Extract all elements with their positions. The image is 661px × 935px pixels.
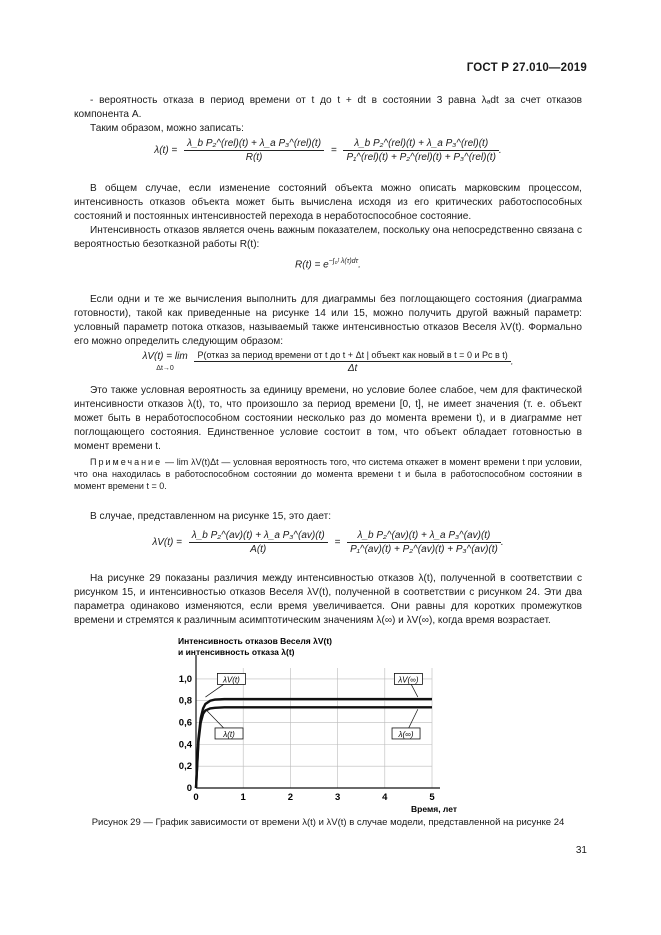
annotation-vesely-inf: λV(∞) [398, 675, 419, 685]
y-tick-label: 0,2 [178, 761, 192, 773]
paragraph: В случае, представленном на рисунке 15, это дает: [90, 511, 332, 522]
series-failure-rate [196, 707, 432, 788]
standard-number: ГОСТ Р 27.010—2019 [466, 62, 587, 74]
paragraph: В общем случае, если изменение состояний объекта можно описать марковским процессом, интенсивность отказов объекта может быть вычислена исходя из его критических работоспособных состояний и постоянных интенсивностей перехода в неработоспособное состояние. [74, 183, 582, 222]
text-block-1 [74, 94, 582, 136]
x-tick-label: 1 [240, 792, 246, 803]
paragraph: Это также условная вероятность за единицу времени, но условие более слабое, чем для фактической интенсивности отказов λ(t), то, что произошло за период времени [0, t], не имеет значения (т. е. объект может быть в неработоспособном состоянии несколько раз до момента времени t), и в диаграмме нет поглощающего состояния. Единственное условие состоит в том, что объект обладает готовностью в момент времени t. [74, 385, 582, 452]
paragraph: На рисунке 29 показаны различия между интенсивностью отказов λ(t), полученной в соответствии с рисунком 15, и интенсивностью отказов Веселя λV(t), полученной в соответствии с рисунком 24. Эти два параметра одинаково изменяются, если время увеличивается. Они равны для коротких промежутков времени и стремятся к различным асимптотическим значениям λ(∞) и λV(∞), когда время возрастает. [74, 573, 582, 626]
formula-lambda: λ(t) = $\frac{\text{λ\_b P₂\textasciicircum{}(rel)(t) + λ\_a P₃\textasciicircum{}(rel)(t)}}{R(t)}$ = $\frac{\text{λ\_b P₂\textasciicircum{}(rel)(t) + λ\_a P₃\textasciicircum{}(rel)(t)}}{\text{P₁\textasciicircum{}(rel)(t) + P₂\textasciicircum{}(rel)(t) + P₃\textasciicircum{}(rel)(t)}}$ . [154, 138, 502, 163]
y-tick-label: 0 [186, 783, 192, 794]
page-number: 31 [575, 845, 587, 856]
y-tick-label: 0,8 [178, 695, 192, 707]
x-tick-label: 0 [193, 792, 199, 803]
x-tick-label: 2 [287, 792, 294, 803]
note-text: — lim λV(t)Δt — условная вероятность того, что система откажет в момент времени t при условии, что она находилась в работоспособном состоянии до момента времени t и была в работоспособном состоянии в момент времени t = 0. [74, 457, 582, 491]
x-tick-label: 5 [429, 792, 435, 803]
failure-rate-chart [170, 633, 460, 815]
y-axis-title: и интенсивность отказа λ(t) [178, 647, 295, 657]
y-tick-label: 0,6 [178, 717, 192, 729]
y-axis-title: Интенсивность отказов Веселя λV(t) [178, 636, 332, 646]
text-block-2 [74, 182, 582, 252]
x-axis-title: Время, лет [411, 804, 457, 814]
text-block-3 [74, 293, 582, 349]
paragraph: Интенсивность отказов является очень важным показателем, поскольку она непосредственно связана с вероятностью безотказной работы R(t): [74, 225, 582, 250]
paragraph: Таким образом, можно записать: [90, 123, 244, 134]
text-block-5 [74, 510, 582, 524]
annotation-vesely: λV(t) [222, 675, 240, 685]
text-block-6 [74, 572, 582, 628]
note-label: Примечание [90, 457, 163, 467]
text-block-4 [74, 384, 582, 454]
note [74, 456, 582, 492]
annotation-lambda-inf: λ(∞) [398, 729, 414, 739]
y-tick-label: 0,4 [178, 739, 192, 751]
x-tick-label: 3 [334, 792, 341, 803]
paragraph: - вероятность отказа в период времени от t до t + dt в состоянии 3 равна λₐdt за счет отказов компонента А. [74, 95, 582, 120]
formula-vesely-fig15: λV(t) = $\frac{\text{λ\_b P₂\textasciicircum{}(av)(t) + λ\_a P₃\textasciicircum{}(av)(t)}}{A(t)}$ = $\frac{\text{λ\_b P₂\textasciicircum{}(av)(t) + λ\_a P₃\textasciicircum{}(av)(t)}}{\text{P₁\textasciicircum{}(av)(t) + P₂\textasciicircum{}(av)(t) + P₃\textasciicircum{}(av)(t)}}$ . [152, 530, 504, 555]
y-tick-label: 1,0 [178, 673, 192, 685]
paragraph: Если одни и те же вычисления выполнить для диаграммы без поглощающего состояния (диаграмма готовности), такой как приведенные на рисунке 14 или 15, можно получить другой важный параметр: условный параметр потока отказов, называемый также интенсивностью отказов Веселя λV(t). Формально его можно определить следующим образом: [74, 294, 582, 347]
figure-caption: Рисунок 29 — График зависимости от времени λ(t) и λV(t) в случае модели, представленной на рисунке 24 [91, 817, 565, 828]
series-vesely-rate [196, 699, 432, 788]
annotation-lambda: λ(t) [223, 729, 235, 739]
formula-vesely: λV(t) = lim Δt→0 P(отказ за период времени от t до t + Δt | объект как новый в t = 0 и Pc в t) Δt . [142, 350, 514, 374]
formula-reliability: $R(t) = e^{-\int_0ᵗ \lambda(\tau)d\tau}$. [295, 258, 361, 271]
x-tick-label: 4 [382, 792, 388, 803]
